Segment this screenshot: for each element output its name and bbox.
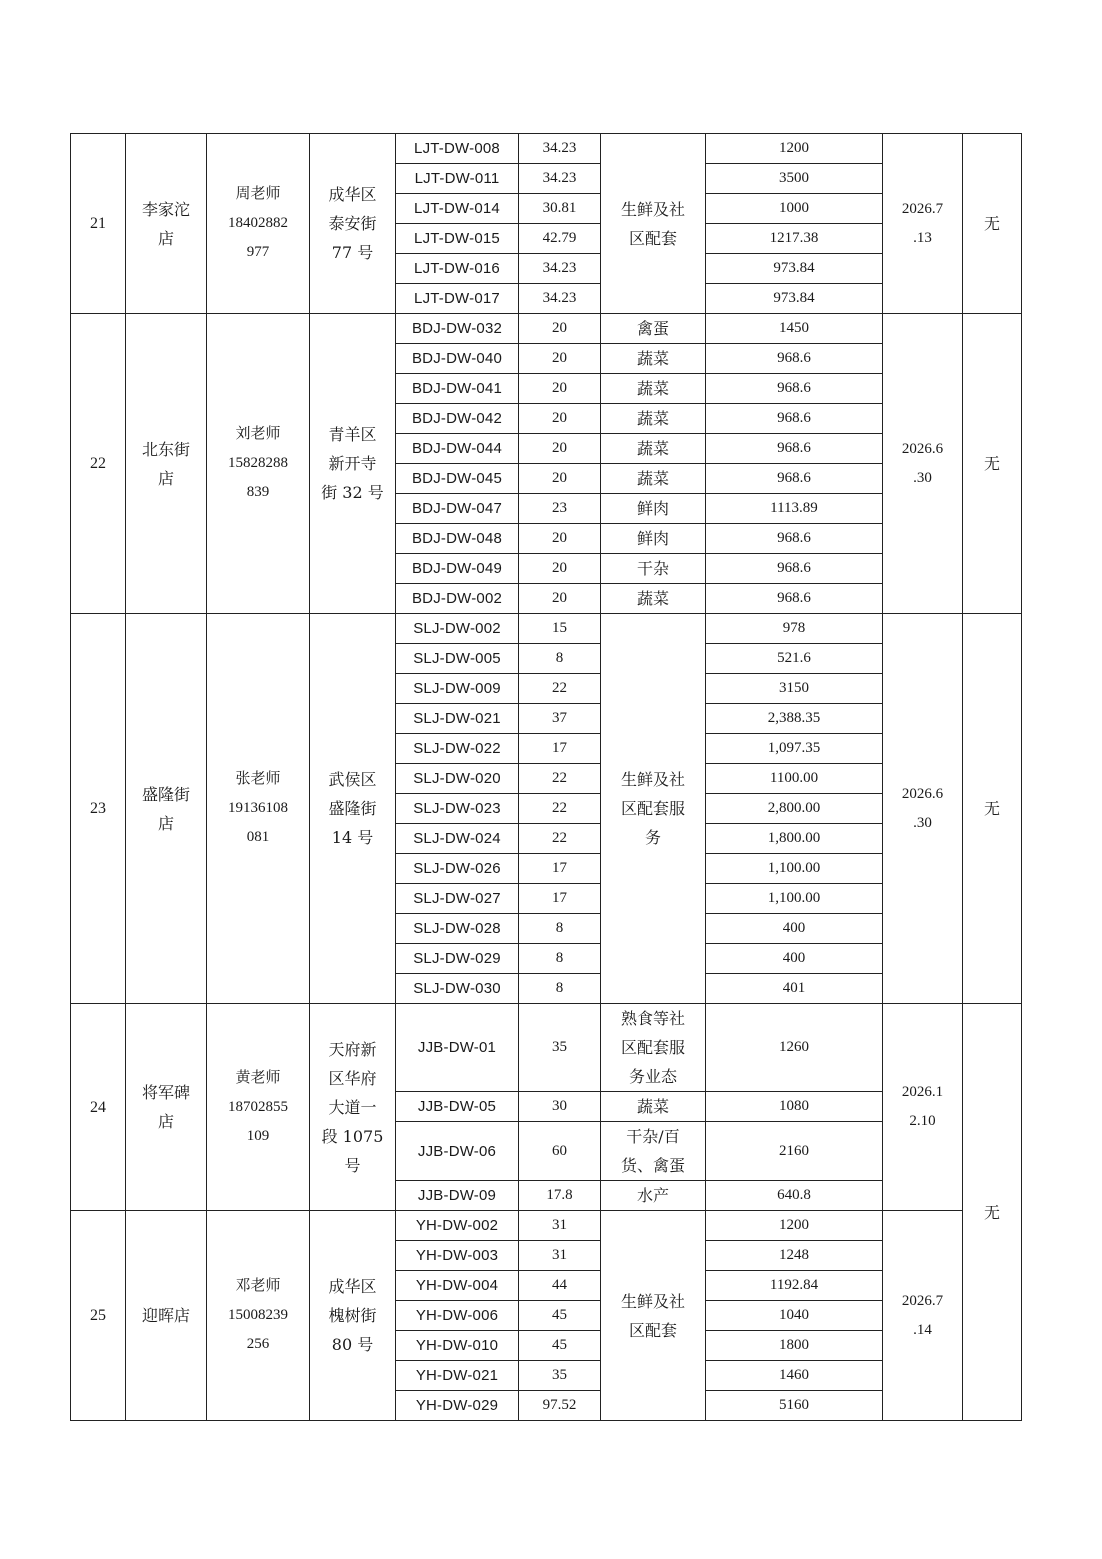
unit-business-line: 蔬菜 <box>636 1097 669 1116</box>
store-address-line: 盛隆街 <box>328 799 377 818</box>
unit-code: BDJ-DW-032 <box>396 314 519 344</box>
store-address-line: 段 1075 <box>321 1126 384 1146</box>
store-address-line: 青羊区 <box>328 425 377 444</box>
unit-business: 蔬菜 <box>601 404 706 434</box>
store-expiry <box>883 1004 963 1211</box>
unit-business: 禽蛋 <box>601 314 706 344</box>
unit-business-line: 区配套 <box>628 1320 677 1340</box>
store-seq: 25 <box>71 1211 126 1421</box>
unit-area: 31 <box>519 1211 601 1241</box>
store-address <box>310 1004 396 1211</box>
unit-code: BDJ-DW-041 <box>396 374 519 404</box>
store-contact-line: 19136108 <box>228 800 288 816</box>
store-expiry-line: .30 <box>913 469 932 486</box>
unit-rent: 968.6 <box>706 524 883 554</box>
unit-business-line: 熟食等社 <box>620 1009 685 1028</box>
unit-code: SLJ-DW-009 <box>396 674 519 704</box>
unit-code: YH-DW-003 <box>396 1241 519 1271</box>
unit-business: 干杂 <box>601 554 706 584</box>
unit-rent: 1192.84 <box>706 1271 883 1301</box>
unit-code: BDJ-DW-042 <box>396 404 519 434</box>
unit-business <box>601 1181 706 1211</box>
unit-rent: 973.84 <box>706 254 883 284</box>
unit-rent: 968.6 <box>706 584 883 614</box>
store-address-line: 新开寺 <box>328 454 377 473</box>
store-contact-line: 周老师 <box>235 186 281 202</box>
unit-code: JJB-DW-05 <box>396 1092 519 1122</box>
unit-area: 42.79 <box>519 224 601 254</box>
unit-area: 20 <box>519 554 601 584</box>
unit-rent: 978 <box>706 614 883 644</box>
unit-rent: 3500 <box>706 164 883 194</box>
unit-code: LJT-DW-011 <box>396 164 519 194</box>
unit-area: 20 <box>519 374 601 404</box>
unit-rent: 1800 <box>706 1331 883 1361</box>
unit-code: SLJ-DW-021 <box>396 704 519 734</box>
unit-area: 22 <box>519 764 601 794</box>
unit-rent: 2,388.35 <box>706 704 883 734</box>
unit-rent: 1200 <box>706 134 883 164</box>
unit-area: 15 <box>519 614 601 644</box>
unit-area: 34.23 <box>519 164 601 194</box>
store-name <box>126 1211 207 1421</box>
unit-area: 20 <box>519 464 601 494</box>
unit-business-line: 务 <box>644 828 661 847</box>
unit-rent: 1040 <box>706 1301 883 1331</box>
store-name-line: 店 <box>157 1112 174 1131</box>
unit-rent: 1460 <box>706 1361 883 1391</box>
unit-business-line: 生鲜及社 <box>620 1291 685 1311</box>
store-contact-line: 18702855 <box>228 1098 288 1115</box>
store-address <box>310 614 396 1004</box>
unit-business <box>601 1004 706 1092</box>
unit-code: JJB-DW-09 <box>396 1181 519 1211</box>
unit-area: 37 <box>519 704 601 734</box>
table-row <box>71 1211 1022 1241</box>
unit-business-line: 区配套服 <box>620 1038 685 1057</box>
unit-code: YH-DW-002 <box>396 1211 519 1241</box>
store-address-line: 槐树街 <box>328 1306 377 1325</box>
unit-area: 22 <box>519 824 601 854</box>
table-row <box>71 134 1022 164</box>
unit-area: 17 <box>519 734 601 764</box>
store-expiry-line: .30 <box>913 814 932 831</box>
unit-rent: 400 <box>706 914 883 944</box>
unit-rent: 1450 <box>706 314 883 344</box>
unit-code: SLJ-DW-002 <box>396 614 519 644</box>
unit-business: 鲜肉 <box>601 494 706 524</box>
table-row <box>71 314 1022 344</box>
unit-rent: 401 <box>706 974 883 1004</box>
unit-area: 23 <box>519 494 601 524</box>
unit-rent: 1200 <box>706 1211 883 1241</box>
unit-area: 34.23 <box>519 284 601 314</box>
unit-rent: 1080 <box>706 1092 883 1122</box>
store-expiry <box>883 614 963 1004</box>
store-address-line: 成华区 <box>328 1277 377 1296</box>
store-name-line: 店 <box>157 813 174 833</box>
unit-code: SLJ-DW-027 <box>396 884 519 914</box>
store-expiry-line: 2026.7 <box>901 1292 944 1309</box>
store-address <box>310 134 396 314</box>
unit-rent: 1,100.00 <box>706 854 883 884</box>
unit-area: 30.81 <box>519 194 601 224</box>
store-address-line: 14 号 <box>331 828 374 847</box>
store-seq: 24 <box>71 1004 126 1211</box>
unit-rent: 968.6 <box>706 434 883 464</box>
store-contact <box>207 134 310 314</box>
unit-code: YH-DW-029 <box>396 1391 519 1421</box>
store-contact <box>207 614 310 1004</box>
unit-code: SLJ-DW-028 <box>396 914 519 944</box>
unit-rent: 968.6 <box>706 464 883 494</box>
unit-code: SLJ-DW-029 <box>396 944 519 974</box>
store-remark: 无 <box>963 314 1022 614</box>
unit-business <box>601 1122 706 1181</box>
unit-rent: 1,100.00 <box>706 884 883 914</box>
store-expiry-line: 2026.1 <box>901 1084 944 1100</box>
store-name-line: 将军碑 <box>141 1083 190 1102</box>
unit-code: YH-DW-021 <box>396 1361 519 1391</box>
unit-business: 蔬菜 <box>601 584 706 614</box>
store-address-line: 成华区 <box>328 185 377 204</box>
store-expiry-line: 2.10 <box>909 1113 936 1129</box>
unit-area: 20 <box>519 524 601 554</box>
unit-business-line: 水产 <box>636 1186 669 1205</box>
unit-rent: 1260 <box>706 1004 883 1092</box>
store-expiry <box>883 314 963 614</box>
unit-business <box>601 614 706 1004</box>
unit-area: 35 <box>519 1004 601 1092</box>
unit-business: 蔬菜 <box>601 464 706 494</box>
unit-area: 22 <box>519 794 601 824</box>
unit-business <box>601 134 706 314</box>
unit-code: SLJ-DW-030 <box>396 974 519 1004</box>
store-contact-line: 18402882 <box>228 215 288 231</box>
unit-area: 97.52 <box>519 1391 601 1421</box>
unit-business-line: 区配套服 <box>620 799 685 818</box>
store-address-line: 区华府 <box>328 1068 377 1088</box>
store-contact-line: 黄老师 <box>235 1069 281 1086</box>
store-contact-line: 839 <box>246 484 270 500</box>
unit-business-line: 务业态 <box>628 1067 677 1086</box>
unit-rent: 3150 <box>706 674 883 704</box>
unit-area: 20 <box>519 404 601 434</box>
store-name-line: 北东街 <box>141 439 190 459</box>
unit-area: 8 <box>519 644 601 674</box>
unit-rent: 1000 <box>706 194 883 224</box>
unit-code: JJB-DW-06 <box>396 1122 519 1181</box>
unit-rent: 1100.00 <box>706 764 883 794</box>
unit-code: SLJ-DW-024 <box>396 824 519 854</box>
unit-rent: 968.6 <box>706 344 883 374</box>
unit-code: BDJ-DW-049 <box>396 554 519 584</box>
store-seq: 21 <box>71 134 126 314</box>
store-name <box>126 134 207 314</box>
unit-area: 20 <box>519 344 601 374</box>
unit-business-line: 生鲜及社 <box>620 770 685 789</box>
table-body <box>71 134 1022 1421</box>
unit-code: YH-DW-010 <box>396 1331 519 1361</box>
unit-area: 17 <box>519 884 601 914</box>
store-address-line: 大道一 <box>328 1097 377 1117</box>
unit-code: SLJ-DW-005 <box>396 644 519 674</box>
unit-code: YH-DW-004 <box>396 1271 519 1301</box>
unit-code: SLJ-DW-020 <box>396 764 519 794</box>
unit-business-line: 生鲜及社 <box>620 199 685 219</box>
store-address-line: 武侯区 <box>328 770 377 789</box>
unit-rent: 1,800.00 <box>706 824 883 854</box>
unit-area: 22 <box>519 674 601 704</box>
unit-code: BDJ-DW-002 <box>396 584 519 614</box>
unit-business <box>601 1211 706 1421</box>
store-name-line: 店 <box>157 468 174 488</box>
store-contact-line: 256 <box>246 1336 270 1352</box>
unit-rent: 1248 <box>706 1241 883 1271</box>
store-remark: 无 <box>963 614 1022 1004</box>
unit-business-line: 区配套 <box>628 228 677 248</box>
store-expiry <box>883 1211 963 1421</box>
unit-area: 8 <box>519 944 601 974</box>
unit-area: 17.8 <box>519 1181 601 1211</box>
unit-business: 蔬菜 <box>601 374 706 404</box>
unit-area: 8 <box>519 914 601 944</box>
unit-business: 蔬菜 <box>601 344 706 374</box>
store-contact-line: 张老师 <box>235 771 281 787</box>
unit-code: LJT-DW-014 <box>396 194 519 224</box>
store-contact-line: 刘老师 <box>235 426 281 442</box>
unit-rent: 1217.38 <box>706 224 883 254</box>
unit-business-line: 货、禽蛋 <box>620 1156 685 1175</box>
unit-area: 30 <box>519 1092 601 1122</box>
store-address <box>310 314 396 614</box>
store-expiry-line: 2026.7 <box>901 200 944 217</box>
unit-code: JJB-DW-01 <box>396 1004 519 1092</box>
store-address-line: 80 号 <box>331 1335 374 1354</box>
store-contact-line: 081 <box>246 829 270 845</box>
unit-business-line: 干杂/百 <box>626 1127 680 1146</box>
unit-area: 20 <box>519 434 601 464</box>
unit-area: 44 <box>519 1271 601 1301</box>
store-remark: 无 <box>963 1004 1022 1421</box>
unit-area: 60 <box>519 1122 601 1181</box>
store-name-line: 店 <box>157 228 174 248</box>
unit-area: 17 <box>519 854 601 884</box>
store-contact-line: 977 <box>246 244 270 260</box>
unit-rent: 968.6 <box>706 554 883 584</box>
store-contact-line: 15008239 <box>228 1307 288 1323</box>
unit-code: BDJ-DW-047 <box>396 494 519 524</box>
store-address-line: 77 号 <box>331 243 374 262</box>
unit-rent: 2,800.00 <box>706 794 883 824</box>
unit-code: LJT-DW-017 <box>396 284 519 314</box>
store-name-line: 盛隆街 <box>141 784 190 804</box>
unit-code: LJT-DW-015 <box>396 224 519 254</box>
store-expiry-line: .13 <box>913 229 932 246</box>
unit-code: SLJ-DW-022 <box>396 734 519 764</box>
store-name-line: 迎晖店 <box>141 1306 190 1325</box>
unit-rent: 400 <box>706 944 883 974</box>
unit-code: BDJ-DW-045 <box>396 464 519 494</box>
store-expiry-line: .14 <box>913 1321 932 1338</box>
store-contact <box>207 314 310 614</box>
unit-area: 20 <box>519 314 601 344</box>
unit-code: BDJ-DW-048 <box>396 524 519 554</box>
unit-area: 34.23 <box>519 134 601 164</box>
unit-area: 8 <box>519 974 601 1004</box>
unit-rent: 5160 <box>706 1391 883 1421</box>
unit-business: 鲜肉 <box>601 524 706 554</box>
store-expiry-line: 2026.6 <box>901 440 944 457</box>
store-name <box>126 614 207 1004</box>
unit-rent: 640.8 <box>706 1181 883 1211</box>
unit-business <box>601 1092 706 1122</box>
store-expiry-line: 2026.6 <box>901 785 944 802</box>
unit-code: YH-DW-006 <box>396 1301 519 1331</box>
unit-area: 35 <box>519 1361 601 1391</box>
store-address <box>310 1211 396 1421</box>
unit-rent: 2160 <box>706 1122 883 1181</box>
unit-rent: 1113.89 <box>706 494 883 524</box>
store-address-line: 天府新 <box>328 1039 377 1059</box>
store-expiry <box>883 134 963 314</box>
unit-code: LJT-DW-008 <box>396 134 519 164</box>
store-contact <box>207 1211 310 1421</box>
unit-area: 31 <box>519 1241 601 1271</box>
unit-code: SLJ-DW-023 <box>396 794 519 824</box>
store-seq: 22 <box>71 314 126 614</box>
store-contact <box>207 1004 310 1211</box>
unit-code: BDJ-DW-040 <box>396 344 519 374</box>
store-remark: 无 <box>963 134 1022 314</box>
store-unit-table <box>70 133 1022 1421</box>
store-contact-line: 109 <box>246 1127 270 1144</box>
unit-area: 20 <box>519 584 601 614</box>
store-contact-line: 邓老师 <box>235 1278 281 1294</box>
store-address-line: 号 <box>344 1155 361 1175</box>
store-seq: 23 <box>71 614 126 1004</box>
table-row <box>71 1004 1022 1092</box>
unit-rent: 968.6 <box>706 404 883 434</box>
unit-rent: 1,097.35 <box>706 734 883 764</box>
unit-rent: 973.84 <box>706 284 883 314</box>
store-name <box>126 1004 207 1211</box>
table-row <box>71 614 1022 644</box>
store-address-line: 泰安街 <box>328 214 377 233</box>
store-contact-line: 15828288 <box>228 455 288 471</box>
unit-area: 45 <box>519 1331 601 1361</box>
store-name <box>126 314 207 614</box>
unit-area: 34.23 <box>519 254 601 284</box>
unit-area: 45 <box>519 1301 601 1331</box>
store-address-line: 街 32 号 <box>321 483 384 502</box>
unit-rent: 968.6 <box>706 374 883 404</box>
unit-rent: 521.6 <box>706 644 883 674</box>
unit-code: BDJ-DW-044 <box>396 434 519 464</box>
store-name-line: 李家沱 <box>141 199 190 219</box>
unit-code: LJT-DW-016 <box>396 254 519 284</box>
unit-business: 蔬菜 <box>601 434 706 464</box>
unit-code: SLJ-DW-026 <box>396 854 519 884</box>
